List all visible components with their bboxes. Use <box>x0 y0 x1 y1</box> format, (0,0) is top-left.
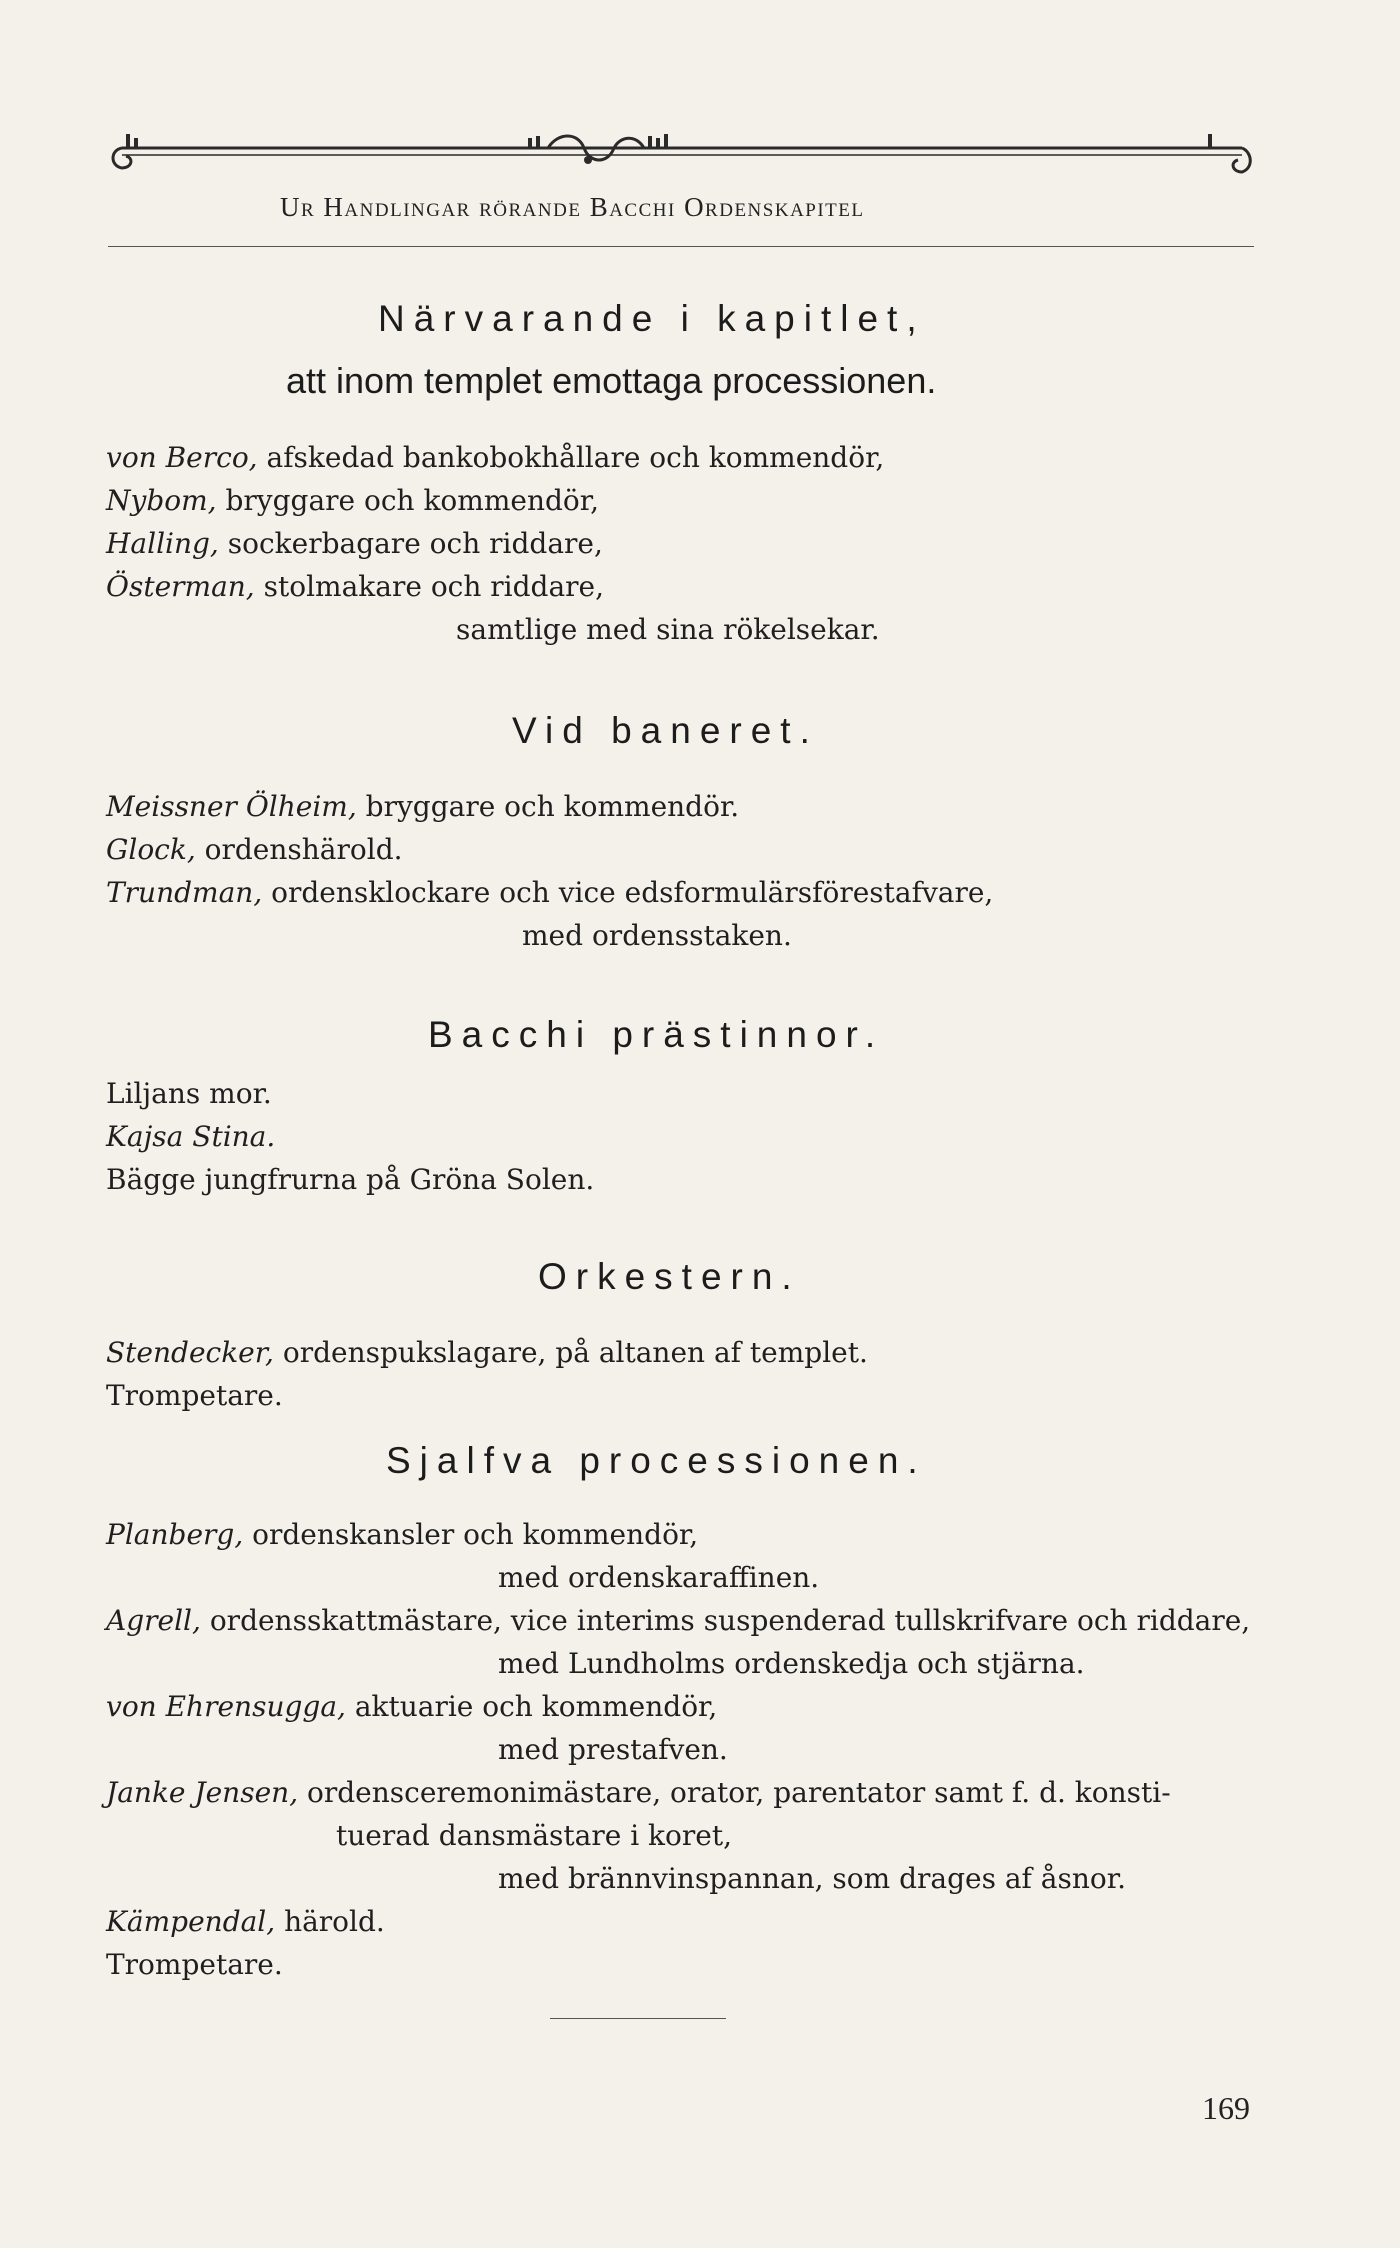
member-line: Trompetare. <box>106 1948 283 1981</box>
member-line <box>106 876 993 909</box>
member-line <box>106 484 599 517</box>
group-note: med ordensstaken. <box>522 919 792 952</box>
member-name: Stendecker, <box>106 1336 274 1369</box>
member-line <box>106 1905 385 1938</box>
member-line <box>106 527 603 560</box>
member-line <box>106 1776 1171 1809</box>
member-role: ordenskansler och kommendör, <box>243 1518 699 1551</box>
section-title-baneret: Vid baneret. <box>512 710 819 751</box>
member-role: afskedad bankobokhållare och kommendör, <box>257 441 885 474</box>
member-attribute: med ordenskaraffinen. <box>498 1561 820 1594</box>
group-note: samtlige med sina rökelsekar. <box>456 613 880 646</box>
member-name: Trundman, <box>106 876 263 909</box>
member-role: ordenspukslagare, på altanen af templet. <box>273 1336 868 1369</box>
member-line <box>106 441 884 474</box>
member-name: Österman, <box>106 570 255 603</box>
member-name: Agrell, <box>106 1604 201 1637</box>
member-name: Halling, <box>106 527 219 560</box>
member-name: Kajsa Stina. <box>106 1120 276 1153</box>
member-line <box>106 833 403 866</box>
section-title-prastinnor: Bacchi prästinnor. <box>428 1014 885 1055</box>
member-attribute: med Lundholms ordenskedja och stjärna. <box>498 1647 1085 1680</box>
member-line <box>106 790 739 823</box>
member-line <box>106 1690 717 1723</box>
member-name: Janke Jensen, <box>106 1776 299 1809</box>
member-role: härold. <box>275 1905 385 1938</box>
member-name: Glock, <box>106 833 196 866</box>
end-rule <box>550 2018 726 2019</box>
header-divider <box>108 246 1254 247</box>
member-role: ordensklockare och vice edsformulärsförestafvare, <box>262 876 994 909</box>
member-role-continued: tuerad dansmästare i koret, <box>336 1819 732 1852</box>
member-role: ordenshärold. <box>195 833 403 866</box>
member-attribute: med brännvinspannan, som drages af åsnor. <box>498 1862 1126 1895</box>
member-line: Trompetare. <box>106 1379 283 1412</box>
member-role: aktuarie och kommendör, <box>345 1690 718 1723</box>
member-name: Nybom, <box>106 484 217 517</box>
member-name: von Berco, <box>106 441 258 474</box>
member-name: von Ehrensugga, <box>106 1690 346 1723</box>
member-role: ordensceremonimästare, orator, parentator samt f. d. konsti- <box>298 1776 1171 1809</box>
member-role: stolmakare och riddare, <box>254 570 605 603</box>
member-name: Planberg, <box>106 1518 244 1551</box>
running-head: Ur Handlingar rörande Bacchi Ordenskapitel <box>280 192 865 222</box>
member-role: bryggare och kommendör. <box>356 790 740 823</box>
section-subtitle-narvarande: att inom templet emottaga processionen. <box>286 360 937 401</box>
member-line <box>106 1336 868 1369</box>
member-name: Kämpendal, <box>106 1905 276 1938</box>
page-number: 169 <box>1202 2090 1250 2126</box>
member-line: Liljans mor. <box>106 1077 272 1110</box>
ornamental-header-rule <box>108 128 1254 190</box>
section-title-orkestern: Orkestern. <box>538 1256 801 1297</box>
member-role: bryggare och kommendör, <box>216 484 599 517</box>
member-attribute: med prestafven. <box>498 1733 728 1766</box>
member-line <box>106 1604 1250 1637</box>
member-line <box>106 1518 698 1551</box>
member-role: ordensskattmästare, vice interims suspenderad tullskrifvare och riddare, <box>200 1604 1251 1637</box>
section-title-procession: Sjalfva processionen. <box>386 1440 927 1481</box>
member-name: Meissner Ölheim, <box>106 790 357 823</box>
member-role: sockerbagare och riddare, <box>218 527 603 560</box>
member-line: Bägge jungfrurna på Gröna Solen. <box>106 1163 595 1196</box>
section-title-narvarande: Närvarande i kapitlet, <box>378 298 926 339</box>
member-line <box>106 570 604 603</box>
